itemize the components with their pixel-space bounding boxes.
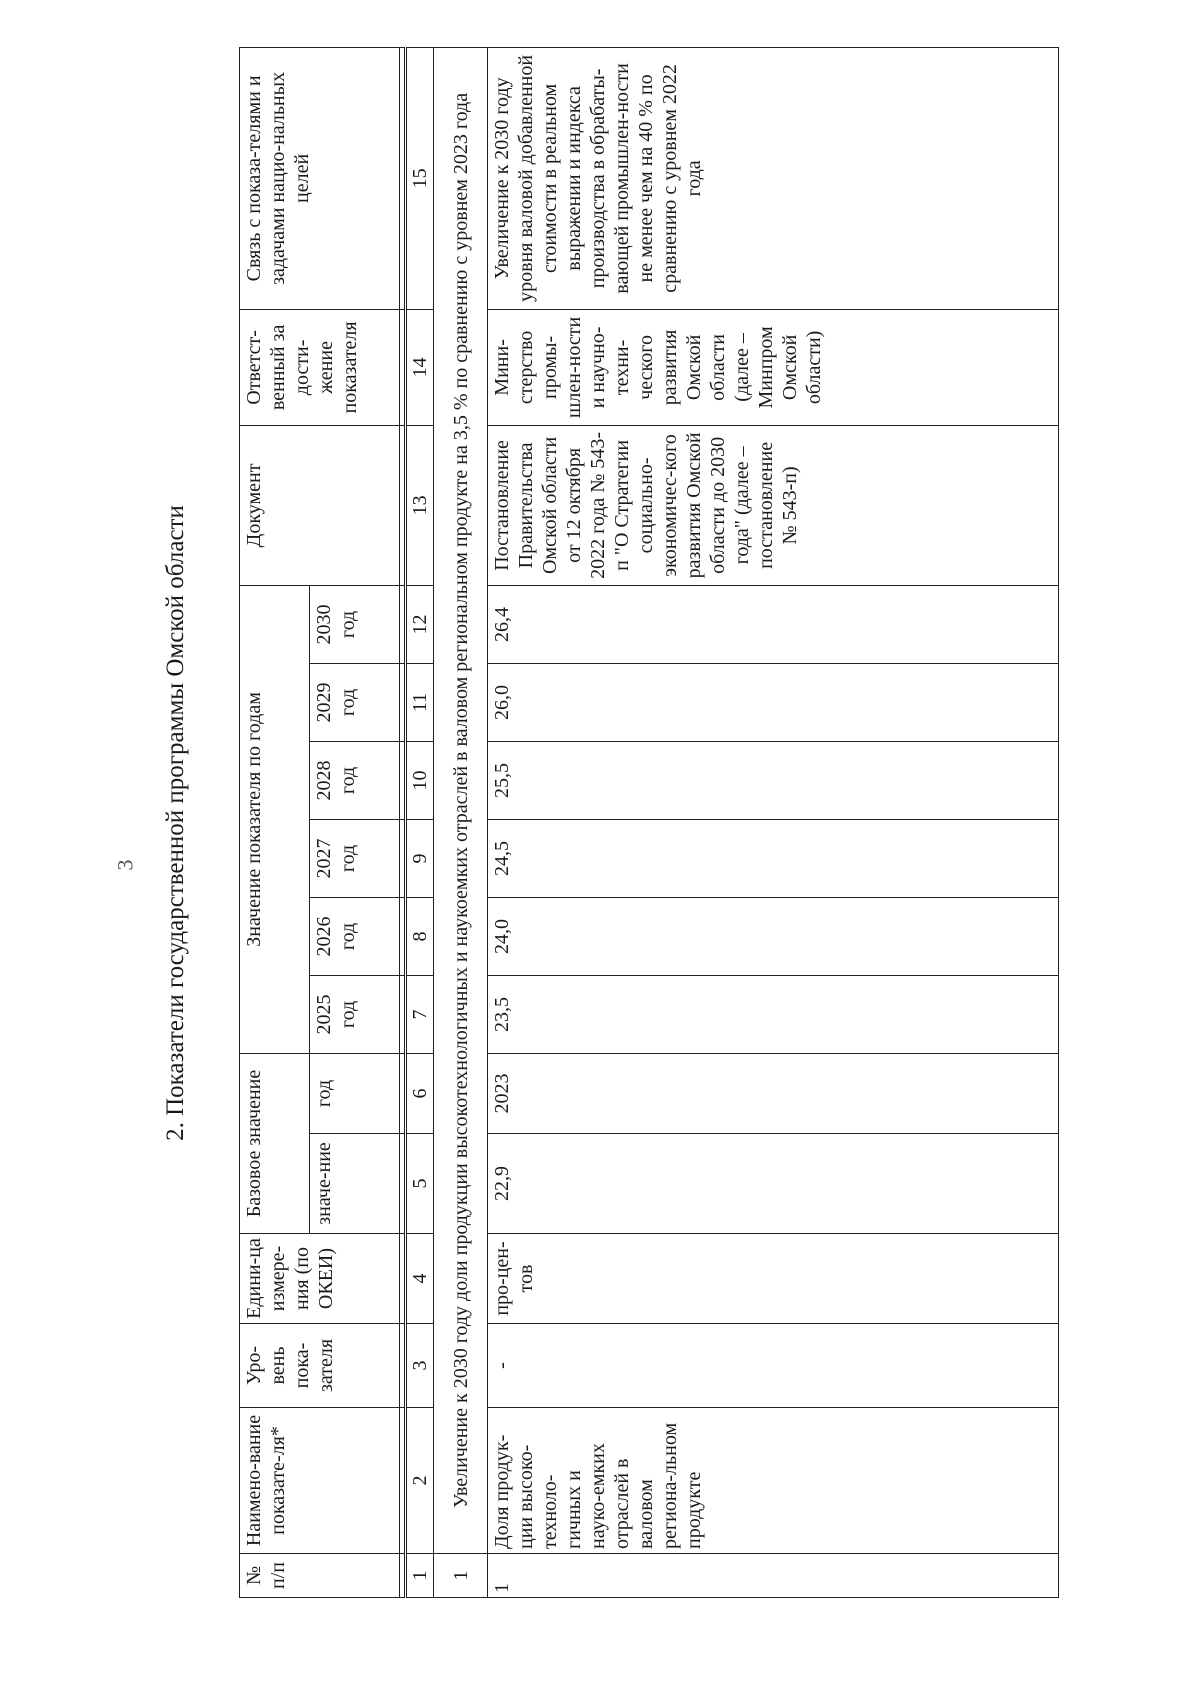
column-number: 13 [406, 425, 434, 585]
header-years-group: Значение показателя по годам [240, 585, 310, 1053]
column-number: 1 [406, 1554, 434, 1598]
rotated-page-content [162, 48, 1059, 1598]
row-level: - [488, 1324, 1059, 1408]
document-title: 2. Показатели государственной программы Омской области [162, 505, 189, 1141]
column-numbers-row [406, 47, 434, 1597]
row-responsible: Мини-стерство промы-шлен-ности и научно-техни-ческого развития Омской области (далее – Минпром Омской области) [488, 309, 1059, 425]
section-number: 1 [434, 1554, 488, 1598]
row-value-2029: 26,0 [488, 663, 1059, 741]
row-name: Доля продук-ции высоко-техноло-гичных и науко-емких отраслей в валовом региона-льном продукте [488, 1408, 1059, 1554]
column-number: 11 [406, 663, 434, 741]
header-base: Базовое значение [240, 1053, 310, 1233]
section-row [434, 47, 488, 1597]
column-number: 4 [406, 1234, 434, 1324]
indicators-table [239, 47, 1059, 1598]
column-number: 2 [406, 1408, 434, 1554]
header-name: Наимено-вание показате-ля* [240, 1408, 400, 1554]
column-number: 8 [406, 897, 434, 975]
row-link: Увеличение к 2030 году уровня валовой добавленной стоимости в реальном выражении и индекса производства в обрабаты-вающей промышлен-ности не менее чем на 40 % по сравнению с уровнем 2022 года [488, 47, 1059, 309]
row-base-value: 22,9 [488, 1134, 1059, 1234]
header-year-2029: 2029 год [310, 663, 400, 741]
header-year-2025: 2025 год [310, 975, 400, 1053]
header-year-2026: 2026 год [310, 897, 400, 975]
column-number: 15 [406, 47, 434, 309]
column-number: 5 [406, 1134, 434, 1234]
table-row [488, 47, 1059, 1597]
column-number: 9 [406, 819, 434, 897]
page-number: 3 [112, 859, 138, 871]
row-value-2025: 23,5 [488, 975, 1059, 1053]
header-level: Уро-вень пока-зателя [240, 1324, 400, 1408]
header-link: Связь с показа-телями и задачами нацио-нальных целей [240, 47, 400, 309]
header-year-2030: 2030 год [310, 585, 400, 663]
header-responsible: Ответст-венный за дости-жение показателя [240, 309, 400, 425]
column-number: 14 [406, 309, 434, 425]
row-value-2028: 25,5 [488, 741, 1059, 819]
row-unit: про-цен-тов [488, 1234, 1059, 1324]
row-document: Постановление Правительства Омской области от 12 октября 2022 года № 543-п "О Стратегии социально-экономичес-кого развития Омской области до 2030 года" (далее – постановление № 543-п) [488, 425, 1059, 585]
header-document: Документ [240, 425, 400, 585]
header-year-2028: 2028 год [310, 741, 400, 819]
row-base-year: 2023 [488, 1053, 1059, 1133]
column-number: 6 [406, 1053, 434, 1133]
section-title: Увеличение к 2030 году доли продукции высокотехнологичных и наукоемких отраслей в валовом региональном продукте на 3,5 % по сравнению с уровнем 2023 года [434, 47, 488, 1553]
column-number: 12 [406, 585, 434, 663]
header-base-year: год [310, 1053, 400, 1133]
row-no: 1 [488, 1554, 1059, 1598]
header-no: № п/п [240, 1554, 400, 1598]
header-base-value: значе-ние [310, 1134, 400, 1234]
header-unit: Едини-ца измере-ния (по ОКЕИ) [240, 1234, 400, 1324]
column-number: 7 [406, 975, 434, 1053]
row-value-2027: 24,5 [488, 819, 1059, 897]
row-value-2030: 26,4 [488, 585, 1059, 663]
column-number: 10 [406, 741, 434, 819]
row-value-2026: 24,0 [488, 897, 1059, 975]
header-year-2027: 2027 год [310, 819, 400, 897]
column-number: 3 [406, 1324, 434, 1408]
